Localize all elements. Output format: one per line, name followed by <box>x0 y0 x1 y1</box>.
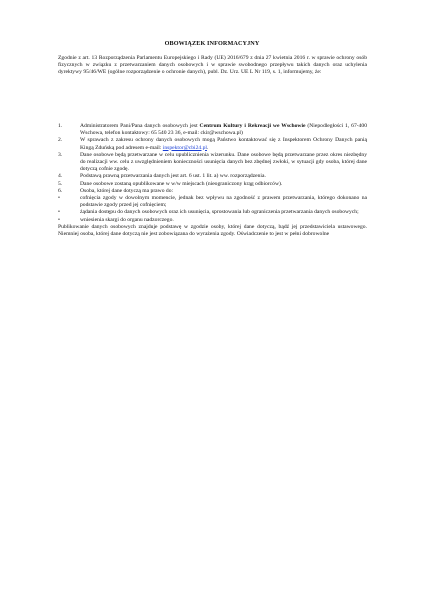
list-item-5 <box>58 181 367 188</box>
info-list <box>58 123 367 238</box>
document-title: OBOWIĄZEK INFORMACYJNY <box>164 40 260 47</box>
bullet-marker: • <box>58 216 60 223</box>
list-number: 2. <box>58 137 63 144</box>
administrator-name: Centrum Kultury i Rekreacji we Wschowie <box>199 123 306 129</box>
bullet-text: wniesienia skargi do organu nadzorczego. <box>80 216 174 223</box>
list-text: (Niepodległości 1, 67-400 Wschowa, telefon kontaktowy: 65 540 23 36, e-mail: ckir@wschowa.pl) <box>80 123 367 137</box>
bullet-item-3 <box>58 217 367 224</box>
bullet-marker: • <box>58 195 60 202</box>
inspector-email-link[interactable]: inspektor@cbi24.pl <box>162 144 207 151</box>
list-text: W sprawach z zakresu ochrony danych osobowych mogą Państwo kontaktować się z Inspektorem Ochrony Danych panią Kingą Zduńską pod adresem e-mail: <box>80 137 367 151</box>
intro-paragraph: Zgodnie z art. 13 Rozporządzenia Parlamentu Europejskiego i Rady (UE) 2016/679 z dnia 27 kwietnia 2016 r. w sprawie ochrony osób fizycznych w związku z przetwarzaniem danych osobowych i w sprawie swobodnego przepływu takich danych oraz uchylenia dyrektywy 95/46/WE (ogólne rozporządzenie o ochronie danych), publ. Dz. Urz. UE L Nr 119, s. 1, informujemy, że: <box>58 55 367 76</box>
list-text: Dane osobowe zostaną opublikowane w w/w miejscach (nieograniczony krąg odbiorców). <box>80 180 283 187</box>
closing-paragraph: Publikowanie danych osobowych znajduje podstawę w zgodzie osoby, której dane dotyczą, bądź jej przedstawiciela ustawowego. Niemniej osoba, której dane dotyczą nie jest zobowiązana do wyrażenia zgody. Oświadczenie to jest w pełni dobrowolne <box>58 223 367 238</box>
list-item-6 <box>58 188 367 195</box>
list-item-2 <box>58 137 367 151</box>
list-number: 4. <box>58 173 63 180</box>
bullet-text: cofnięcia zgody w dowolnym momencie, jednak bez wpływu na zgodność z prawem przetwarzania, którego dokonano na podstawie zgody przed jej cofnięciem; <box>80 195 367 209</box>
bullet-marker: • <box>58 209 60 216</box>
list-number: 1. <box>58 123 63 129</box>
list-number: 6. <box>58 187 63 194</box>
list-number: 3. <box>58 151 63 158</box>
bullet-text: żądania dostępu do danych osobowych oraz ich usunięcia, sprostowania lub ograniczenia przetwarzania danych osobowych; <box>80 209 359 216</box>
list-item-4 <box>58 173 367 180</box>
list-number: 5. <box>58 180 63 187</box>
list-text: . <box>206 144 209 151</box>
list-item-3 <box>58 152 367 174</box>
list-item-1 <box>58 123 367 137</box>
bullet-item-1 <box>58 195 367 209</box>
list-text: Osoba, której dane dotyczą ma prawo do: <box>80 187 174 194</box>
list-text: Administratorem Pani/Pana danych osobowych jest <box>80 123 200 129</box>
list-text: Podstawą prawną przetwarzania danych jest art. 6 ust. 1 lit. a) ww. rozporządzenia. <box>80 173 266 180</box>
bullet-item-2 <box>58 209 367 216</box>
list-text: Dane osobowe będą przetwarzane w celu upublicznienia wizerunku. Dane osobowe będą przetwarzane przez okres niezbędny do realizacji ww. celu z uwzględnieniem konieczności usunięcia danych bez zbędnej zwłoki, w sytuacji gdy osoba, której dane dotyczą cofnie zgodę. <box>80 151 367 173</box>
